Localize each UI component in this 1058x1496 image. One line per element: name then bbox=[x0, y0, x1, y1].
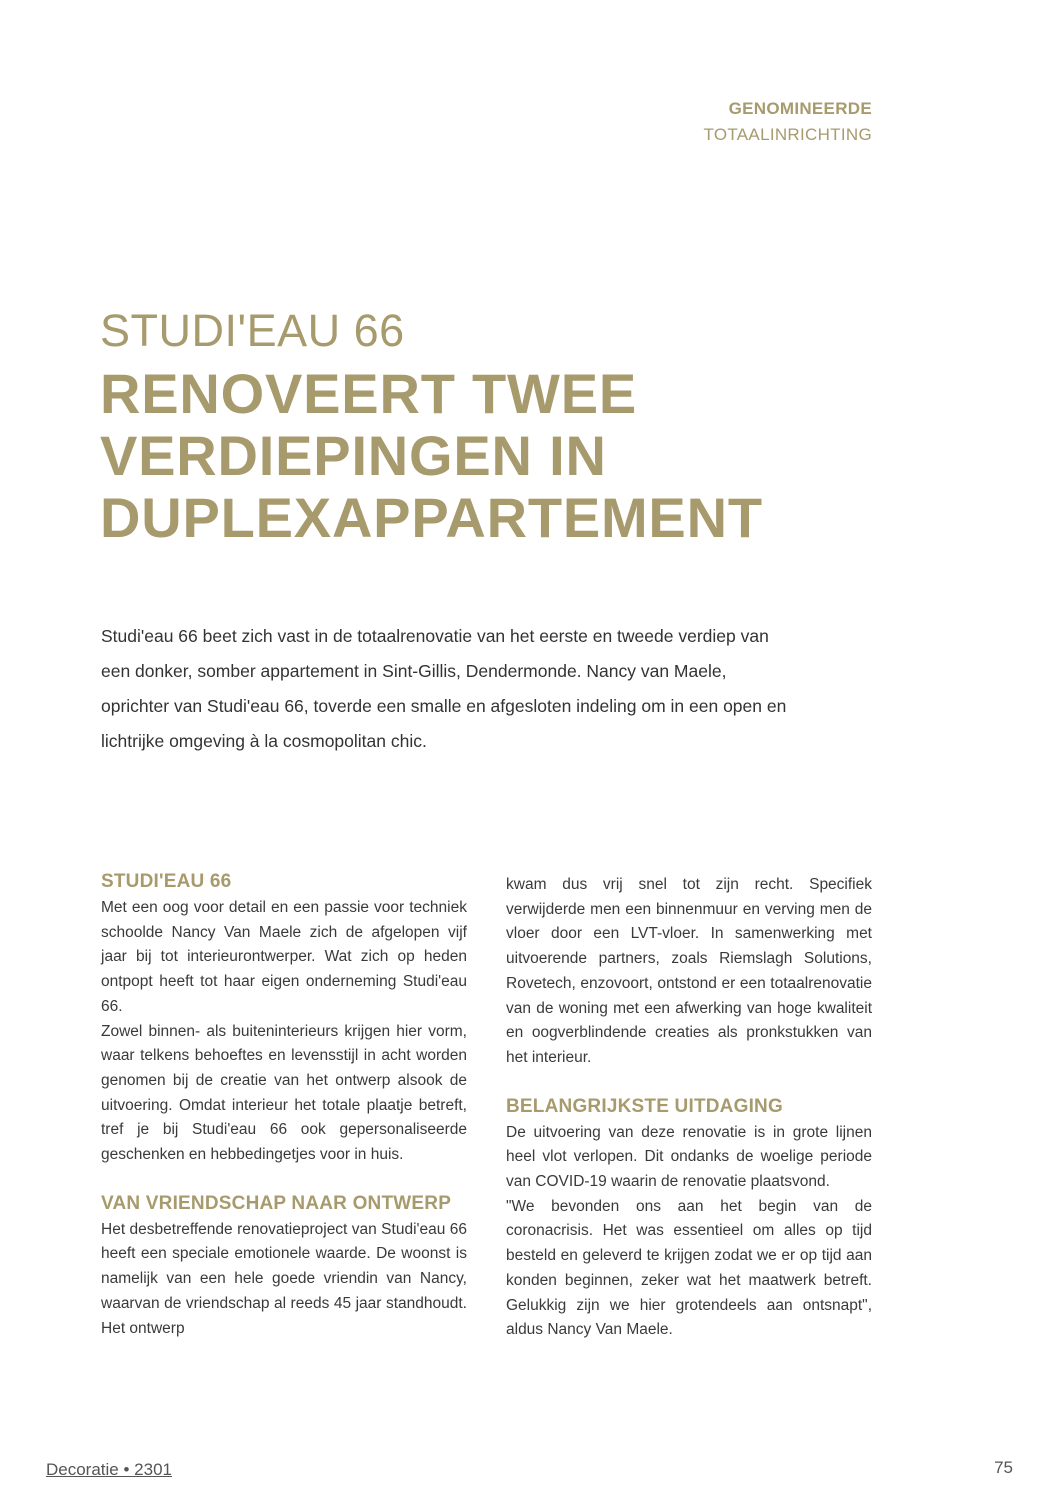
section-title-uitdaging: BELANGRIJKSTE UITDAGING bbox=[506, 1095, 783, 1117]
right-column bbox=[506, 868, 872, 1343]
category-subtitle: TOTAALINRICHTING bbox=[703, 125, 872, 144]
headline-bold-line-1: RENOVEERT TWEE bbox=[100, 362, 638, 425]
headline-light: STUDI'EAU 66 bbox=[100, 305, 405, 356]
headline-bold-line-3: DUPLEXAPPARTEMENT bbox=[100, 486, 763, 549]
left-column bbox=[101, 868, 467, 1341]
headline-bold bbox=[100, 363, 900, 549]
intro-paragraph: Studi'eau 66 beet zich vast in de totaalrenovatie van het eerste en tweede verdiep van een donker, somber appartement in Sint-Gillis, Dendermonde. Nancy van Maele, oprichter van Studi'eau 66, toverde een smalle en afgesloten indeling om in een open en lichtrijke omgeving à la cosmopolitan chic. bbox=[101, 626, 787, 751]
section-title-vriendschap: VAN VRIENDSCHAP NAAR ONTWERP bbox=[101, 1192, 452, 1214]
body-paragraph: Met een oog voor detail en een passie voor techniek schoolde Nancy Van Maele zich de afgelopen vijf jaar bij tot interieurontwerper. Wat zich op heden ontpopt heeft tot haar eigen onderneming Studi'eau 66. bbox=[101, 899, 467, 1015]
category-label bbox=[703, 96, 872, 148]
page-number: 75 bbox=[994, 1458, 1013, 1477]
article-headline bbox=[100, 303, 900, 549]
body-paragraph: Zowel binnen- als buiteninterieurs krijgen hier vorm, waar telkens behoeftes en levensstijl in acht worden genomen bij de creatie van het ontwerp alsook de uitvoering. Omdat interieur het totale plaatje betreft, tref je bij Studi'eau 66 ook gepersonaliseerde geschenken en hebbedingetjes voor in huis. bbox=[101, 1022, 467, 1164]
body-paragraph: Het desbetreffende renovatieproject van Studi'eau 66 heeft een speciale emotionele waarde. De woonst is namelijk van een hele goede vriendin van Nancy, waarvan de vriendschap al reeds 45 jaar standhoudt. Het ontwerp bbox=[101, 1220, 467, 1337]
headline-bold-line-2: VERDIEPINGEN IN bbox=[100, 424, 607, 487]
section-title-studieau: STUDI'EAU 66 bbox=[101, 871, 232, 892]
body-paragraph: "We bevonden ons aan het begin van de coronacrisis. Het was essentieel om alles op tijd besteld en geleverd te krijgen zodat we er op tijd aan konden beginnen, zeker wat het maatwerk betreft. Gelukkig zijn we hier grotendeels aan ontsnapt", aldus Nancy Van Maele. bbox=[506, 1197, 872, 1339]
publication-link[interactable]: Decoratie • 2301 bbox=[46, 1460, 172, 1479]
body-paragraph: kwam dus vrij snel tot zijn recht. Specifiek verwijderde men een binnenmuur en verving men de vloer door een LVT-vloer. In samenwerking met uitvoerende partners, zoals Riemslagh Solutions, Rovetech, enzovoort, ontstond er een totaalrenovatie van de woning met een afwerking van hoge kwaliteit en oogverblindende creaties als pronkstukken van het interieur. bbox=[506, 876, 872, 1066]
body-paragraph: De uitvoering van deze renovatie is in grote lijnen heel vlot verlopen. Dit ondanks de woelige periode van COVID-19 waarin de renovatie plaatsvond. bbox=[506, 1123, 872, 1191]
category-kicker: GENOMINEERDE bbox=[728, 99, 872, 118]
